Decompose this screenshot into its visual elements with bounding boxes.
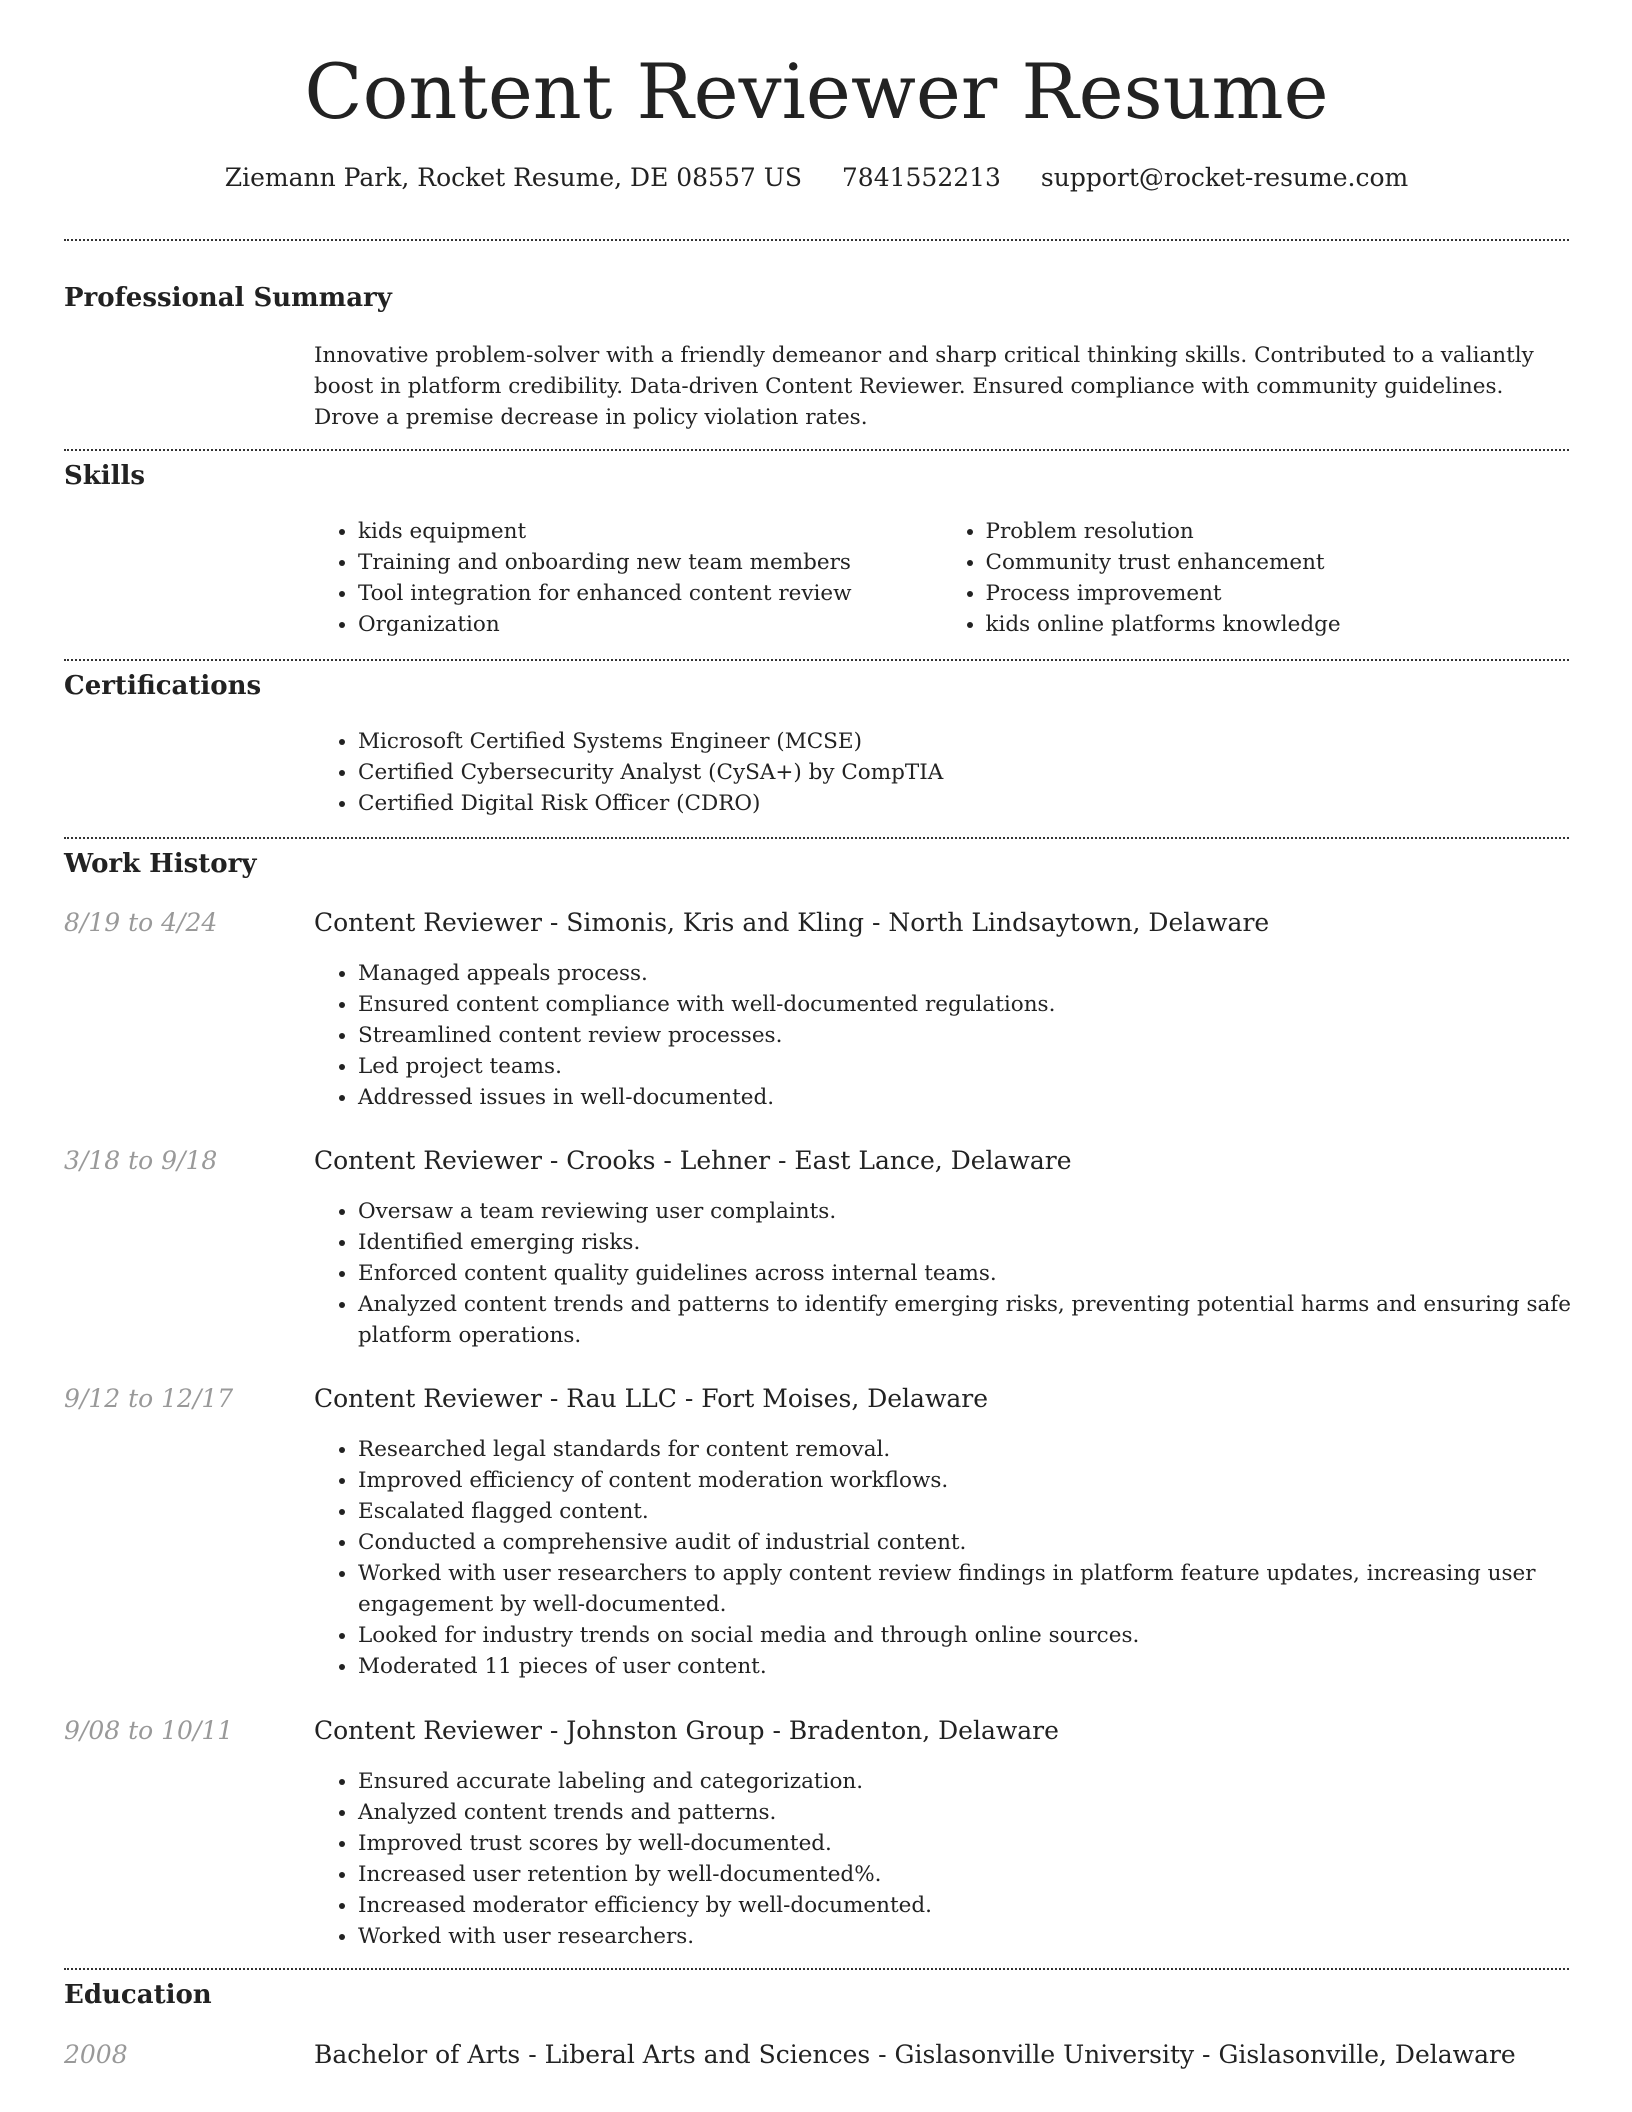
job-dates: 9/08 to 10/11 bbox=[64, 1716, 234, 1745]
summary-text: Innovative problem-solver with a friendly demeanor and sharp critical thinking skills. Contributed to a valiantly boost in platform credibility. Data-driven Content Reviewer. Ensured compliance with community guidelines. Drove a premise decrease in policy violation rates. bbox=[314, 343, 1534, 430]
contact-line bbox=[64, 163, 1569, 193]
skills-column-right bbox=[942, 516, 1570, 640]
skills-section bbox=[64, 461, 1569, 637]
certification-item: • Certified Digital Risk Officer (CDRO) bbox=[358, 788, 1613, 819]
job-bullets bbox=[314, 1434, 1578, 1682]
divider bbox=[64, 239, 1569, 241]
job-bullet: • Analyzed content trends and patterns. bbox=[358, 1797, 1578, 1828]
job-bullets bbox=[314, 1766, 1578, 1952]
job-bullet: • Managed appeals process. bbox=[358, 958, 1578, 989]
phone: 7841552213 bbox=[841, 163, 1001, 193]
job-bullet: • Escalated flagged content. bbox=[358, 1496, 1578, 1527]
job-bullet: • Worked with user researchers. bbox=[358, 1921, 1578, 1952]
page-title: Content Reviewer Resume bbox=[304, 47, 1329, 136]
skill-item: • Tool integration for enhanced content review bbox=[358, 578, 942, 609]
job-bullet: • Led project teams. bbox=[358, 1051, 1578, 1082]
skills-column-left bbox=[314, 516, 942, 640]
job-bullet: • Moderated 11 pieces of user content. bbox=[358, 1651, 1578, 1682]
skills-list bbox=[314, 516, 1569, 640]
job-bullet: • Ensured accurate labeling and categorization. bbox=[358, 1766, 1578, 1797]
job-bullets bbox=[314, 1196, 1578, 1351]
skill-item: • Training and onboarding new team members bbox=[358, 547, 942, 578]
job-bullet: • Ensured content compliance with well-documented regulations. bbox=[358, 989, 1578, 1020]
skill-item: • Community trust enhancement bbox=[986, 547, 1570, 578]
job-title: Content Reviewer - Crooks - Lehner - East Lance, Delaware bbox=[314, 1146, 1072, 1175]
divider bbox=[64, 449, 1569, 451]
divider bbox=[64, 659, 1569, 661]
skill-item: • kids equipment bbox=[358, 516, 942, 547]
job-title: Content Reviewer - Johnston Group - Bradenton, Delaware bbox=[314, 1716, 1059, 1745]
education-section bbox=[64, 1980, 1569, 2011]
section-heading-education: Education bbox=[64, 1980, 212, 2010]
skill-item: • Process improvement bbox=[986, 578, 1570, 609]
job-bullet: • Increased moderator efficiency by well-documented. bbox=[358, 1890, 1578, 1921]
work-history-section bbox=[64, 849, 1569, 880]
job-bullet: • Addressed issues in well-documented. bbox=[358, 1082, 1578, 1113]
certifications-section bbox=[64, 671, 1569, 816]
job-dates: 8/19 to 4/24 bbox=[64, 908, 218, 937]
job-bullet: • Conducted a comprehensive audit of industrial content. bbox=[358, 1527, 1578, 1558]
job-bullet: • Looked for industry trends on social media and through online sources. bbox=[358, 1620, 1578, 1651]
job-bullet: • Analyzed content trends and patterns to identify emerging risks, preventing potential harms and ensuring safe platform operations. bbox=[358, 1289, 1578, 1351]
job-bullet: • Improved efficiency of content moderation workflows. bbox=[358, 1465, 1578, 1496]
skill-item: • Problem resolution bbox=[986, 516, 1570, 547]
job-title: Content Reviewer - Rau LLC - Fort Moises, Delaware bbox=[314, 1384, 989, 1413]
section-heading-work-history: Work History bbox=[64, 849, 257, 879]
divider bbox=[64, 1968, 1569, 1970]
email-link[interactable]: support@rocket-resume.com bbox=[1040, 163, 1409, 193]
job-dates: 3/18 to 9/18 bbox=[64, 1146, 218, 1175]
job-bullet: • Increased user retention by well-documented%. bbox=[358, 1859, 1578, 1890]
job-title: Content Reviewer - Simonis, Kris and Kling - North Lindsaytown, Delaware bbox=[314, 908, 1270, 937]
education-degree: Bachelor of Arts - Liberal Arts and Sciences - Gislasonville University - Gislasonville, Delaware bbox=[314, 2040, 1516, 2069]
resume-page bbox=[64, 0, 1571, 2069]
job-bullets bbox=[314, 958, 1578, 1113]
education-year: 2008 bbox=[64, 2040, 128, 2069]
job-bullet: • Oversaw a team reviewing user complaints. bbox=[358, 1196, 1578, 1227]
divider bbox=[64, 837, 1569, 839]
job-dates: 9/12 to 12/17 bbox=[64, 1384, 234, 1413]
job-bullet: • Identified emerging risks. bbox=[358, 1227, 1578, 1258]
job-bullet: • Improved trust scores by well-documented. bbox=[358, 1828, 1578, 1859]
address: Ziemann Park, Rocket Resume, DE 08557 US bbox=[224, 163, 802, 193]
section-heading-skills: Skills bbox=[64, 461, 146, 491]
section-heading-summary: Professional Summary bbox=[64, 283, 392, 313]
skill-item: • kids online platforms knowledge bbox=[986, 609, 1570, 640]
job-bullet: • Worked with user researchers to apply content review findings in platform feature updates, increasing user engagement by well-documented. bbox=[358, 1558, 1578, 1620]
section-heading-certifications: Certifications bbox=[64, 671, 262, 701]
certifications-list bbox=[314, 726, 1613, 819]
job-bullet: • Streamlined content review processes. bbox=[358, 1020, 1578, 1051]
summary-section bbox=[64, 283, 1569, 430]
job-bullet: • Enforced content quality guidelines across internal teams. bbox=[358, 1258, 1578, 1289]
skill-item: • Organization bbox=[358, 609, 942, 640]
job-bullet: • Researched legal standards for content removal. bbox=[358, 1434, 1578, 1465]
certification-item: • Certified Cybersecurity Analyst (CySA+) by CompTIA bbox=[358, 757, 1613, 788]
certification-item: • Microsoft Certified Systems Engineer (MCSE) bbox=[358, 726, 1613, 757]
